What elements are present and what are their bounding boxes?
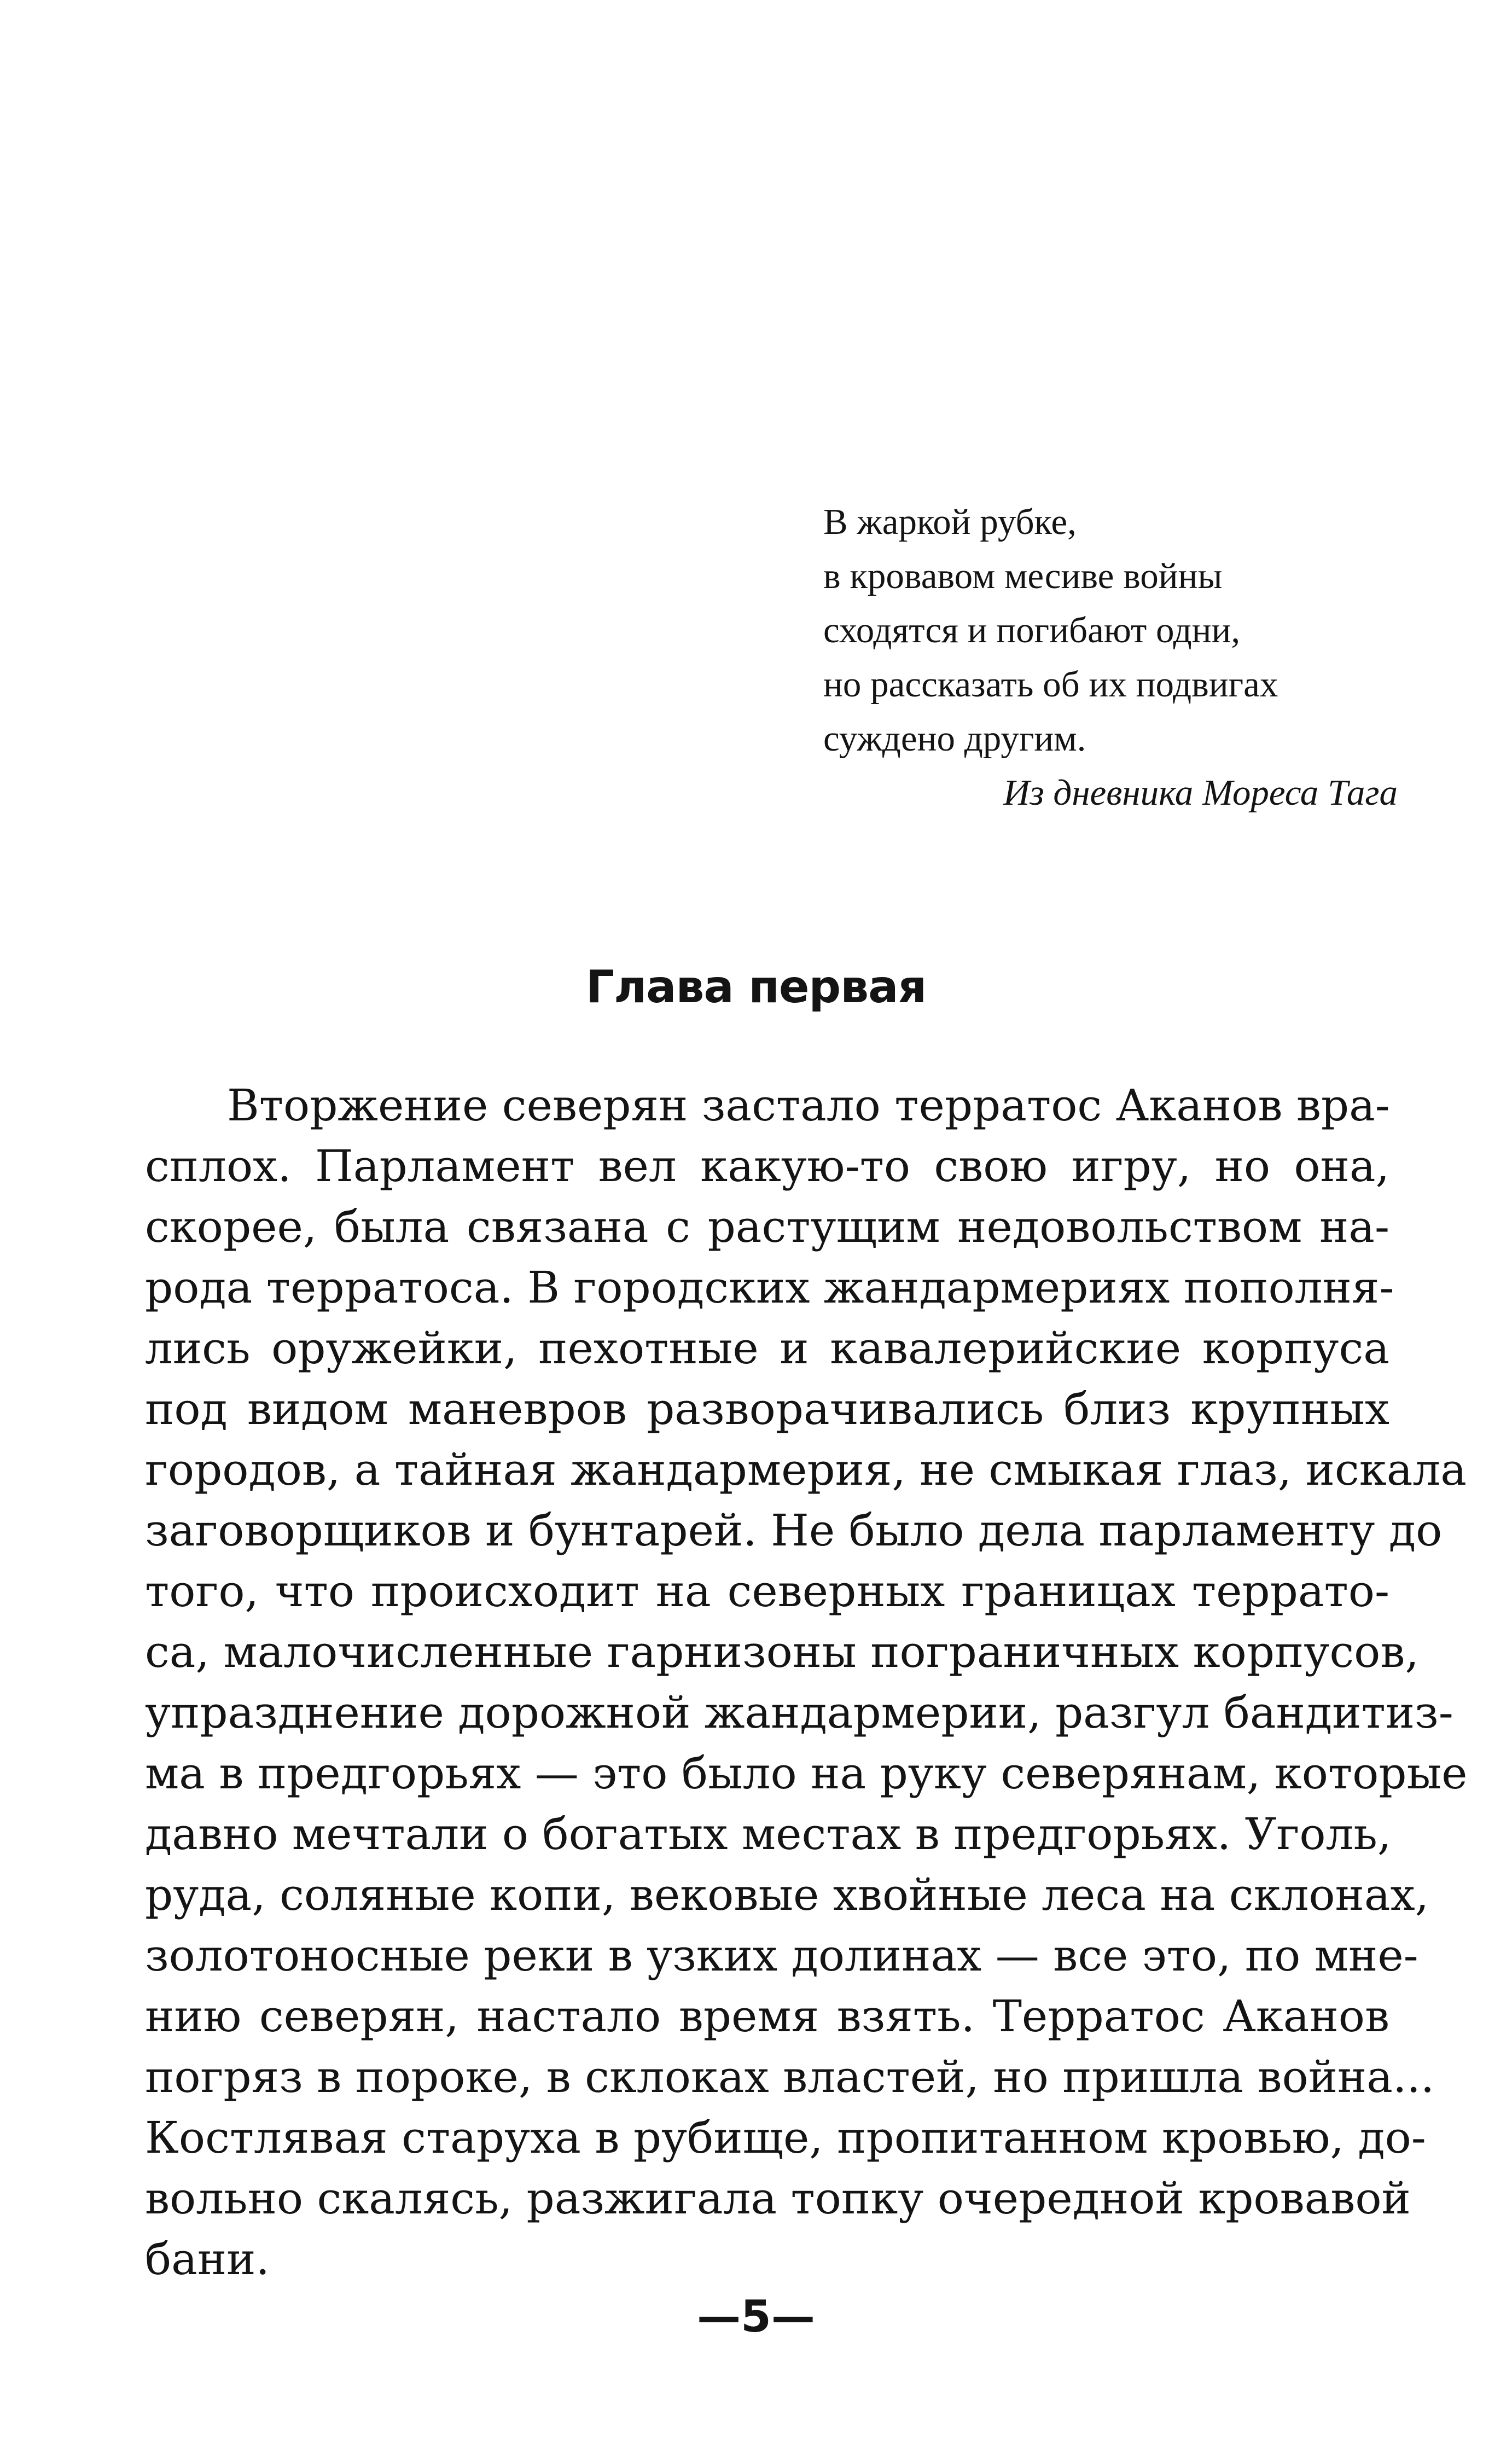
text-line: рода терратоса. В городских жандармериях пополня- — [145, 1262, 1394, 1313]
text-line: золотоносные реки в узких долинах — все это, по мне- — [145, 1930, 1418, 1981]
text-line: руда, соляные копи, вековые хвойные леса на склонах, — [145, 1869, 1429, 1920]
epigraph-line: в кровавом месиве войны — [823, 556, 1223, 596]
text-line: погряз в пороке, в склоках властей, но пришла война... — [145, 2051, 1435, 2102]
epigraph-line: сходятся и погибают одни, — [823, 610, 1241, 650]
text-line: нию северян, настало время взять. Терратос Аканов — [145, 1991, 1389, 2042]
page-number: —5— — [697, 2291, 815, 2342]
text-line: заговорщиков и бунтарей. Не было дела парламенту до — [145, 1505, 1443, 1556]
text-line: давно мечтали о богатых местах в предгорьях. Уголь, — [145, 1809, 1392, 1859]
text-line: ма в предгорьях — это было на руку северянам, которые — [145, 1748, 1468, 1799]
text-line: под видом маневров разворачивались близ крупных — [145, 1384, 1389, 1434]
text-line: сплох. Парламент вел какую-то свою игру, но она, — [145, 1141, 1389, 1192]
text-line: Вторжение северян застало терратос Аканов вра- — [227, 1080, 1390, 1131]
text-line: упразднение дорожной жандармерии, разгул бандитиз- — [145, 1687, 1453, 1738]
text-line: того, что происходит на северных границах террато- — [145, 1566, 1389, 1617]
text-line: Костлявая старуха в рубище, пропитанном кровью, до- — [145, 2112, 1426, 2163]
text-line: лись оружейки, пехотные и кавалерийские корпуса — [145, 1323, 1389, 1374]
epigraph-line: но рассказать об их подвигах — [823, 664, 1278, 705]
epigraph-source: Из дневника Мореса Тага — [1003, 772, 1398, 813]
epigraph — [823, 495, 1398, 820]
text-line: вольно скалясь, разжигала топку очередной кровавой — [145, 2173, 1411, 2224]
epigraph-line: суждено другим. — [823, 718, 1086, 759]
body-paragraph — [145, 1075, 1468, 2289]
text-line: бани. — [145, 2234, 270, 2285]
text-line: скорее, была связана с растущим недовольством на- — [145, 1201, 1389, 1252]
text-line: городов, а тайная жандармерия, не смыкая глаз, искала — [145, 1444, 1467, 1495]
epigraph-line: В жаркой рубке, — [823, 502, 1077, 542]
text-line: са, малочисленные гарнизоны пограничных корпусов, — [145, 1626, 1419, 1677]
chapter-title: Глава первая — [585, 961, 927, 1013]
